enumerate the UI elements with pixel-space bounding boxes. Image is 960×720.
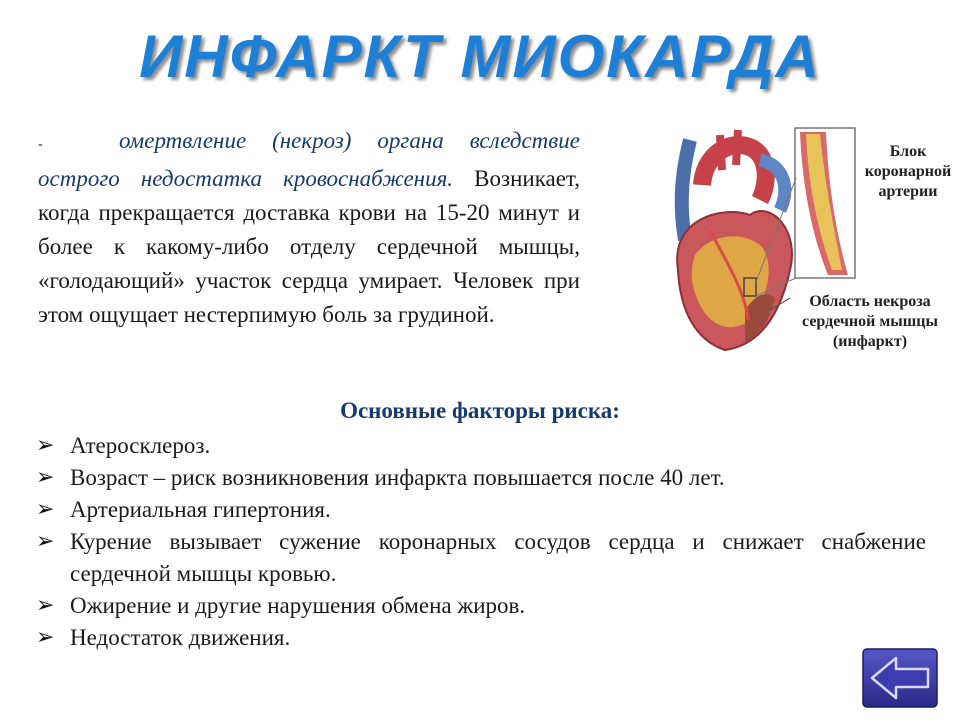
risk-factors-list bbox=[34, 430, 926, 654]
risk-factors-heading: Основные факторы риска: bbox=[340, 398, 620, 423]
label-block-line1: Блок bbox=[889, 143, 927, 160]
list-item bbox=[34, 462, 926, 494]
label-necrosis-line3: (инфаркт) bbox=[832, 333, 908, 350]
arrow-bullet-icon: ➢ bbox=[36, 465, 55, 490]
label-block-line2: коронарной bbox=[864, 163, 952, 180]
intro-dash: - bbox=[38, 137, 43, 152]
description-text: Возникает, когда прекращается доставка крови на 15-20 минут и более к какому-либо отделу сердечной мышцы, «голодающий» участок сердца умирает. Человек при этом ощущает нестерпимую боль за грудиной. bbox=[38, 166, 581, 327]
intro-paragraph bbox=[38, 124, 580, 332]
slide-title: ИНФАРКТ МИОКАРДА bbox=[139, 23, 821, 90]
vena-cava-shape bbox=[682, 140, 690, 240]
definition-text: омертвление (некроз) органа вследствие острого недостатка кровоснабжения. bbox=[38, 128, 580, 191]
list-item bbox=[34, 526, 926, 590]
label-necrosis-line2: сердечной мышцы bbox=[802, 313, 938, 330]
list-item-text: Курение вызывает сужение коронарных сосудов сердца и снижает снабжение сердечной мышцы кровью. bbox=[70, 529, 926, 586]
list-item-text: Артериальная гипертония. bbox=[70, 497, 331, 522]
back-button[interactable] bbox=[862, 648, 938, 708]
arrow-bullet-icon: ➢ bbox=[36, 625, 55, 650]
label-block-line3: артерии bbox=[878, 183, 938, 200]
back-arrow-icon bbox=[862, 648, 938, 708]
list-item-text: Недостаток движения. bbox=[70, 625, 291, 650]
label-necrosis-line1: Область некроза bbox=[809, 293, 931, 310]
arrow-bullet-icon: ➢ bbox=[36, 497, 55, 522]
list-item bbox=[34, 494, 926, 526]
heart-illustration bbox=[650, 120, 950, 390]
list-item-text: Атеросклероз. bbox=[70, 433, 211, 458]
list-item bbox=[34, 622, 926, 654]
arrow-bullet-icon: ➢ bbox=[36, 529, 55, 554]
label-coronary-block bbox=[862, 142, 954, 202]
list-item bbox=[34, 430, 926, 462]
arrow-bullet-icon: ➢ bbox=[36, 593, 55, 618]
list-item-text: Возраст – риск возникновения инфаркта повышается после 40 лет. bbox=[70, 465, 725, 490]
list-item-text: Ожирение и другие нарушения обмена жиров. bbox=[70, 593, 526, 618]
list-item bbox=[34, 590, 926, 622]
label-necrosis bbox=[790, 292, 950, 352]
arrow-bullet-icon: ➢ bbox=[36, 433, 55, 458]
